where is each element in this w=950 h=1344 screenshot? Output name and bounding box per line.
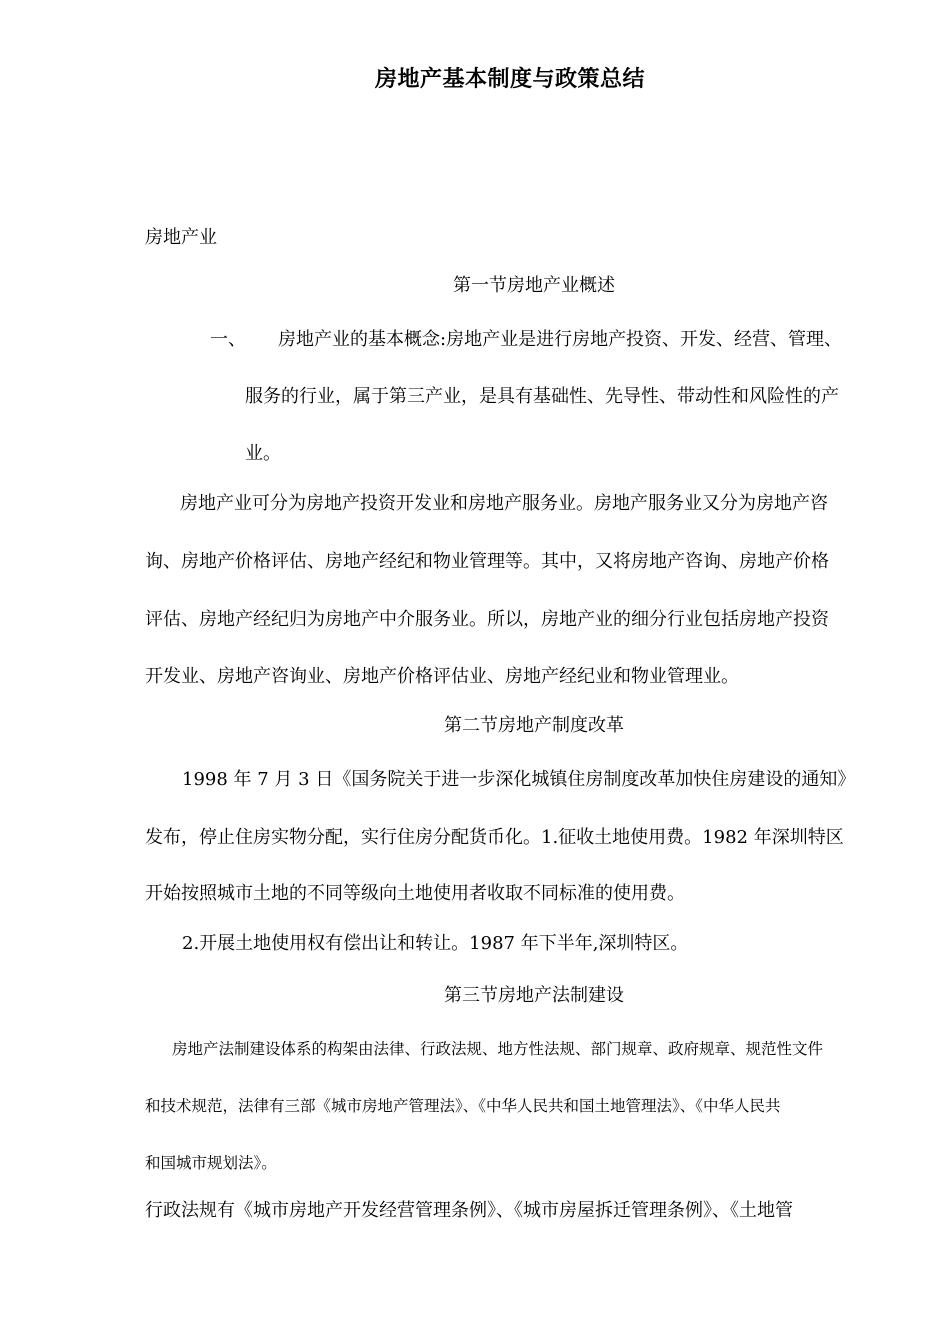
section-heading-2: 第二节房地产制度改革 [444,715,624,736]
paragraph-line: 房地产业可分为房地产投资开发业和房地产服务业。房地产服务业又分为房地产咨 [180,493,828,514]
section-heading-1: 第一节房地产业概述 [453,275,615,296]
paragraph-line: 评估、房地产经纪归为房地产中介服务业。所以，房地产业的细分行业包括房地产投资 [145,609,829,630]
paragraph-line: 和国城市规划法》。 [145,1154,277,1172]
document-title: 房地产基本制度与政策总结 [374,66,645,92]
list-item-line: 服务的行业，属于第三产业，是具有基础性、先导性、带动性和风险性的产 [245,386,839,407]
list-item-line: 房地产业的基本概念:房地产业是进行房地产投资、开发、经营、管理、 [278,329,843,350]
list-item-line: 业。 [245,443,281,464]
paragraph-line: 询、房地产价格评估、房地产经纪和物业管理等。其中，又将房地产咨询、房地产价格 [145,551,829,572]
list-item-marker: 一、 [210,329,246,350]
paragraph-line: 房地产法制建设体系的构架由法律、行政法规、地方性法规、部门规章、政府规章、规范性文件 [172,1040,824,1058]
part-label: 房地产业 [145,227,217,248]
paragraph-line: 1998 年 7 月 3 日《国务院关于进一步深化城镇住房制度改革加快住房建设的通知》 [182,769,856,790]
paragraph-line: 发布，停止住房实物分配，实行住房分配货币化。1.征收土地使用费。1982 年深圳特区 [145,827,844,848]
paragraph-line: 2.开展土地使用权有偿出让和转让。1987 年下半年,深圳特区。 [182,933,689,954]
paragraph-line: 行政法规有《城市房地产开发经营管理条例》、《城市房屋拆迁管理条例》、《土地管 [145,1200,793,1221]
paragraph-line: 开发业、房地产咨询业、房地产价格评估业、房地产经纪业和物业管理业。 [145,666,739,687]
section-heading-3: 第三节房地产法制建设 [444,985,624,1006]
paragraph-line: 和技术规范，法律有三部《城市房地产管理法》、《中华人民共和国土地管理法》、《中华人民共 [145,1097,781,1115]
paragraph-line: 开始按照城市土地的不同等级向土地使用者收取不同标准的使用费。 [145,883,685,904]
